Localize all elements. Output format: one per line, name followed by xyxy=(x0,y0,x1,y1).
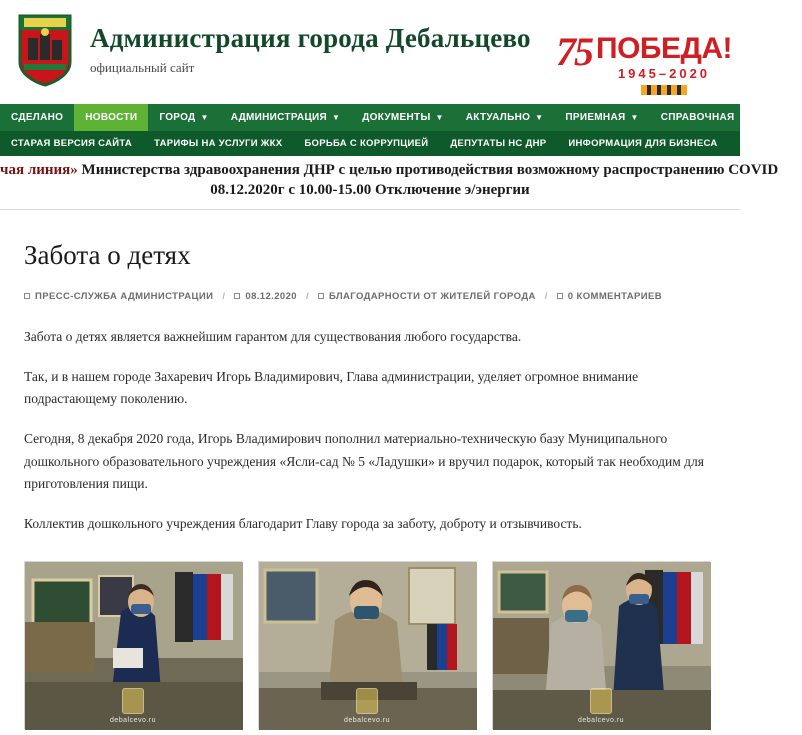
article-paragraph: Сегодня, 8 декабря 2020 года, Игорь Владимирович пополнил материально-техническую базу Муниципального дошкольного образовательного учреждения «Ясли-сад № 5 «Ладушки» и вручил подарок, который так необходим для приготовления пищи. xyxy=(24,431,704,491)
author-icon xyxy=(24,293,30,299)
nav-item-aktualno[interactable] xyxy=(455,104,555,131)
nav2-label: СТАРАЯ ВЕРСИЯ САЙТА xyxy=(11,138,133,149)
site-title-block xyxy=(90,8,531,76)
meta-date xyxy=(234,291,297,302)
nav2-label: БОРЬБА С КОРРУПЦИЕЙ xyxy=(304,138,429,149)
nav2-label: ДЕПУТАТЫ НС ДНР xyxy=(450,138,547,149)
victory-number: 75 xyxy=(556,29,592,74)
victory-75-banner xyxy=(556,29,732,96)
nav-item-administraciya[interactable] xyxy=(220,104,352,131)
city-coat-of-arms-icon xyxy=(14,8,76,86)
meta-comments[interactable] xyxy=(557,291,662,302)
meta-category[interactable] xyxy=(318,291,536,302)
article-body xyxy=(24,326,716,536)
nav2-item-old-version[interactable] xyxy=(0,131,143,156)
victory-years: 1945–2020 xyxy=(617,66,711,81)
announcement-ticker[interactable] xyxy=(0,156,779,210)
nav2-label: ВА xyxy=(739,138,754,149)
nav-item-pre[interactable] xyxy=(759,104,802,131)
meta-author-label: ПРЕСС-СЛУЖБА АДМИНИСТРАЦИИ xyxy=(35,290,214,302)
nav2-item-deputies[interactable] xyxy=(439,131,557,156)
meta-comments-label: 0 КОММЕНТАРИЕВ xyxy=(567,290,662,302)
nav2-item-va[interactable] xyxy=(729,131,765,156)
nav-label: ДОКУМЕНТЫ xyxy=(362,112,431,123)
article xyxy=(0,210,740,536)
nav-label: СДЕЛАНО xyxy=(11,112,64,123)
nav-label: НОВОСТИ xyxy=(85,112,138,123)
watermark-seal-icon xyxy=(122,688,144,714)
meta-separator: / xyxy=(305,290,309,302)
meta-category-label: БЛАГОДАРНОСТИ ОТ ЖИТЕЛЕЙ ГОРОДА xyxy=(328,290,536,302)
article-paragraph: Забота о детях является важнейшим гарантом для существования любого государства. xyxy=(24,328,522,344)
meta-date-label: 08.12.2020 xyxy=(245,290,297,302)
photo-watermark: debalcevo.ru xyxy=(343,717,391,725)
nav-label: ПРЕ xyxy=(769,112,792,123)
meta-separator: / xyxy=(222,290,226,302)
nav-item-dokumenty[interactable] xyxy=(351,104,455,131)
site-title: Администрация города Дебальцево xyxy=(90,23,531,53)
chevron-down-icon: ▼ xyxy=(332,112,341,122)
ticker-line-1 xyxy=(0,160,779,180)
nav2-label: ТАРИФЫ НА УСЛУГИ ЖКХ xyxy=(154,138,283,149)
victory-word: ПОБЕДА! xyxy=(596,32,732,65)
nav2-item-tariffs[interactable] xyxy=(143,131,293,156)
watermark-seal-icon xyxy=(356,688,378,714)
nav-label: ГОРОД xyxy=(159,112,196,123)
nav-item-gorod[interactable] xyxy=(148,104,219,131)
ticker-line-2: 08.12.2020г с 10.00-15.00 Отключение э/энергии xyxy=(210,182,530,199)
nav-item-priemnaya[interactable] xyxy=(554,104,649,131)
nav-item-novosti[interactable] xyxy=(74,104,148,131)
article-photo-1[interactable] xyxy=(24,561,242,729)
article-photo-gallery xyxy=(0,553,740,729)
page-title: Забота о детях xyxy=(24,239,191,270)
chevron-down-icon: ▼ xyxy=(630,112,639,122)
secondary-navigation xyxy=(0,131,754,156)
chevron-down-icon: ▼ xyxy=(200,112,209,122)
chevron-down-icon: ▼ xyxy=(435,112,444,122)
nav2-label: ИНФОРМАЦИЯ ДЛЯ БИЗНЕСА xyxy=(568,138,718,149)
site-subtitle: официальный сайт xyxy=(90,59,195,75)
calendar-icon xyxy=(234,293,240,299)
ticker-line-1-prefix: чая линия» xyxy=(0,162,78,178)
chevron-down-icon: ▼ xyxy=(739,112,748,122)
nav-label: АДМИНИСТРАЦИЯ xyxy=(230,112,328,123)
photo-watermark: debalcevo.ru xyxy=(577,717,625,725)
meta-separator: / xyxy=(544,290,548,302)
site-header xyxy=(0,0,740,104)
nav-label: АКТУАЛЬНО xyxy=(465,112,531,123)
primary-navigation xyxy=(0,104,792,131)
nav-label: ПРИЕМНАЯ xyxy=(565,112,626,123)
article-photo-3[interactable] xyxy=(492,561,710,729)
nav-item-sdelano[interactable] xyxy=(0,104,74,131)
article-photo-2[interactable] xyxy=(258,561,476,729)
nav2-item-anticorruption[interactable] xyxy=(293,131,439,156)
st-george-ribbon-icon xyxy=(641,85,687,95)
chevron-down-icon: ▼ xyxy=(535,112,544,122)
nav-item-spravochnaya[interactable] xyxy=(650,104,759,131)
meta-author[interactable] xyxy=(24,291,213,302)
watermark-seal-icon xyxy=(590,688,612,714)
nav2-item-business-info[interactable] xyxy=(557,131,728,156)
article-paragraph: Так, и в нашем городе Захаревич Игорь Владимирович, Глава администрации, уделяет огромное внимание подрастающему поколению. xyxy=(24,368,639,407)
nav-label: СПРАВОЧНАЯ xyxy=(660,112,735,123)
article-paragraph: Коллектив дошкольного учреждения благодарит Главу города за заботу, доброту и отзывчивость. xyxy=(24,516,582,532)
article-meta xyxy=(24,291,716,302)
comment-icon xyxy=(557,293,563,299)
folder-icon xyxy=(318,293,324,299)
ticker-line-1-rest: Министерства здравоохранения ДНР с целью противодействия возможному распространению COVID xyxy=(81,162,779,178)
photo-watermark: debalcevo.ru xyxy=(109,717,157,725)
